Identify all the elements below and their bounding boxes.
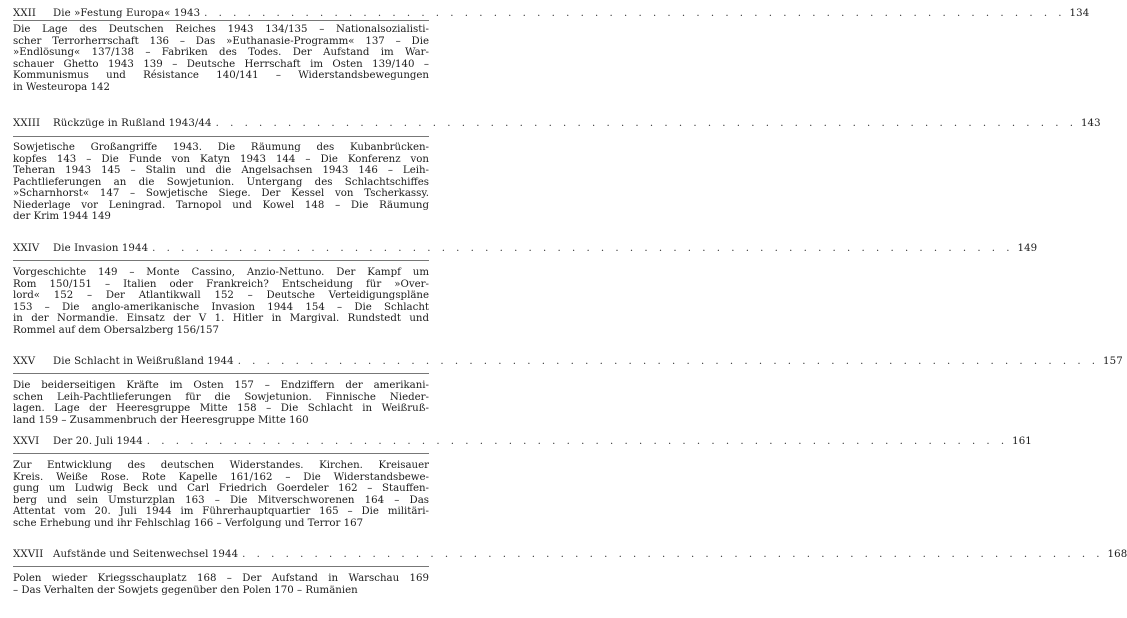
summary-line: scher Terrorherrschaft 136 – Das »Euthanasie-Programm« 137 – Die: [13, 35, 429, 47]
chapter-title: Die Schlacht in Weißrußland 1944: [53, 356, 234, 367]
summary-line: schen Leih-Pachtlieferungen für die Sowjetunion. Finnische Nieder-: [13, 391, 429, 403]
dot-leader: . . . . . . . . . . . . . . . . . . . . . . . . . . . . . . . . . . . . . . . . . . . . . . . . . . . . . . . . . . . .: [242, 549, 1104, 560]
chapter-page-number: 149: [1017, 243, 1038, 254]
heading-divider: [13, 260, 429, 261]
heading-divider: [13, 136, 429, 137]
chapter-number: XXV: [13, 356, 36, 367]
chapter-heading[interactable]: [13, 8, 1090, 24]
chapter-title: Die »Festung Europa« 1943: [53, 8, 201, 19]
chapter-summary: [13, 380, 429, 426]
summary-line: Attentat vom 20. Juli 1944 im Führerhauptquartier 165 – Die militäri-: [13, 506, 429, 517]
chapter-heading[interactable]: [13, 243, 1038, 259]
summary-line: berg und sein Umsturzplan 163 – Die Mitverschworenen 164 – Das: [13, 494, 429, 506]
summary-line: sche Erhebung und ihr Fehlschlag 166 – Verfolgung und Terror 167: [13, 517, 364, 529]
summary-line: Die Lage des Deutschen Reiches 1943 134/135 – Nationalsozialisti-: [13, 24, 429, 35]
chapter-number: XXVII: [13, 549, 44, 560]
heading-divider: [13, 566, 429, 567]
chapter-heading[interactable]: [13, 118, 1101, 134]
heading-divider: [13, 373, 429, 374]
summary-line: Die beiderseitigen Kräfte im Osten 157 – Endziffern der amerikani-: [13, 380, 429, 391]
summary-line: »Endlösung« 137/138 – Fabriken des Todes. Der Aufstand im War-: [13, 47, 429, 58]
summary-line: in Westeuropa 142: [13, 81, 110, 93]
chapter-number: XXIII: [13, 118, 41, 129]
summary-line: der Krim 1944 149: [13, 211, 111, 222]
heading-divider: [13, 20, 429, 21]
summary-line: gung um Ludwig Beck und Carl Friedrich Goerdeler 162 – Stauffen-: [13, 483, 429, 494]
summary-line: in der Normandie. Einsatz der V 1. Hitler in Margival. Rundstedt und: [13, 313, 429, 324]
chapter-heading[interactable]: [13, 549, 1127, 565]
chapter-heading[interactable]: [13, 356, 1123, 372]
dot-leader: . . . . . . . . . . . . . . . . . . . . . . . . . . . . . . . . . . . . . . . . . . . . . . . . . . . . . . . . . . . .: [146, 436, 1009, 447]
chapter-title: Aufstände und Seitenwechsel 1944: [53, 549, 239, 560]
chapter-summary: [13, 267, 429, 336]
chapter-page-number: 161: [1012, 436, 1032, 447]
summary-line: Pachtlieferungen an die Sowjetunion. Untergang des Schlachtschiffes: [13, 176, 429, 188]
chapter-number: XXII: [13, 8, 36, 19]
chapter-heading[interactable]: [13, 436, 1032, 452]
summary-line: Sowjetische Großangriffe 1943. Die Räumung des Kubanbrücken-: [13, 142, 429, 153]
summary-line: Vorgeschichte 149 – Monte Cassino, Anzio-Nettuno. Der Kampf um: [13, 267, 429, 278]
summary-line: – Das Verhalten der Sowjets gegenüber den Polen 170 – Rumänien: [13, 584, 358, 596]
summary-line: kopfes 143 – Die Funde von Katyn 1943 144 – Die Konferenz von: [13, 153, 429, 165]
chapter-summary: [13, 142, 429, 223]
chapter-page-number: 143: [1080, 118, 1101, 129]
summary-line: lagen. Lage der Heeresgruppe Mitte 158 – Die Schlacht in Weißruß-: [13, 403, 429, 414]
summary-line: Niederlage vor Leningrad. Tarnopol und Kowel 148 – Die Räumung: [13, 199, 429, 211]
summary-line: Kommunismus und Résistance 140/141 – Widerstandsbewegungen: [13, 70, 429, 81]
heading-divider: [13, 453, 429, 454]
chapter-page-number: 134: [1069, 8, 1090, 19]
dot-leader: . . . . . . . . . . . . . . . . . . . . . . . . . . . . . . . . . . . . . . . . . . . . . . . . . . . . . . . . . . . .: [237, 356, 1100, 367]
summary-line: land 159 – Zusammenbruch der Heeresgruppe Mitte 160: [13, 414, 309, 426]
summary-line: Rom 150/151 – Italien oder Frankreich? Entscheidung für »Over-: [13, 278, 429, 290]
summary-line: Rommel auf dem Obersalzberg 156/157: [13, 324, 219, 336]
summary-line: »Scharnhorst« 147 – Sowjetische Siege. Der Kessel von Tscherkassy.: [13, 188, 429, 199]
summary-line: lord« 152 – Der Atlantikwall 152 – Deutsche Verteidigungspläne: [13, 290, 429, 301]
dot-leader: . . . . . . . . . . . . . . . . . . . . . . . . . . . . . . . . . . . . . . . . . . . . . . . . . . . . . . . . . . . .: [215, 118, 1077, 129]
summary-line: 153 – Die anglo-amerikanische Invasion 1944 154 – Die Schlacht: [13, 301, 429, 313]
chapter-number: XXIV: [13, 243, 40, 254]
chapter-title: Die Invasion 1944: [53, 243, 149, 254]
chapter-title: Rückzüge in Rußland 1943/44: [53, 118, 212, 129]
summary-line: Teheran 1943 145 – Stalin und die Angelsachsen 1943 146 – Leih-: [13, 165, 429, 176]
dot-leader: . . . . . . . . . . . . . . . . . . . . . . . . . . . . . . . . . . . . . . . . . . . . . . . . . . . . . . . . . . . .: [152, 243, 1014, 254]
chapter-page-number: 168: [1107, 549, 1127, 560]
summary-line: schauer Ghetto 1943 139 – Deutsche Herrschaft im Osten 139/140 –: [13, 58, 429, 70]
summary-line: Polen wieder Kriegsschauplatz 168 – Der Aufstand in Warschau 169: [13, 573, 429, 584]
chapter-number: XXVI: [13, 436, 40, 447]
chapter-title: Der 20. Juli 1944: [53, 436, 143, 447]
summary-line: Zur Entwicklung des deutschen Widerstandes. Kirchen. Kreisauer: [13, 460, 429, 471]
chapter-summary: [13, 460, 429, 529]
summary-line: Kreis. Weiße Rose. Rote Kapelle 161/162 – Die Widerstandsbewe-: [13, 471, 429, 483]
dot-leader: . . . . . . . . . . . . . . . . . . . . . . . . . . . . . . . . . . . . . . . . . . . . . . . . . . . . . . . . . . . .: [204, 8, 1066, 19]
chapter-summary: [13, 24, 429, 93]
chapter-page-number: 157: [1103, 356, 1123, 367]
chapter-summary: [13, 573, 429, 596]
